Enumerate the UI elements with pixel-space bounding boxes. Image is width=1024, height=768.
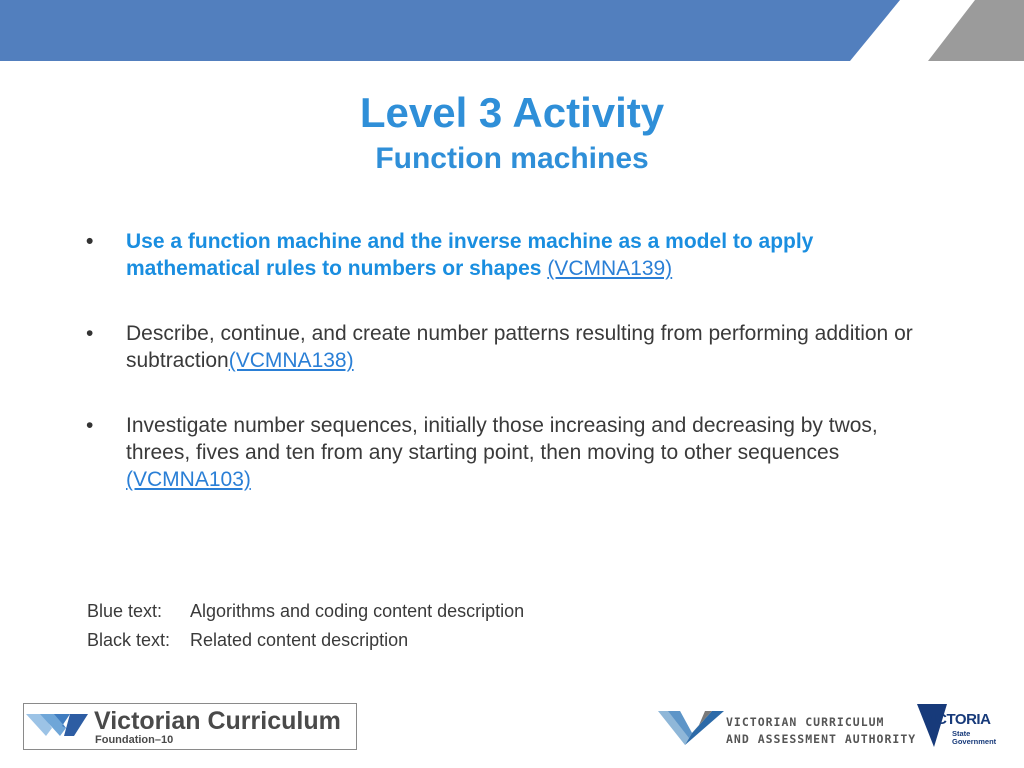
bullet-text: Use a function machine and the inverse machine as a model to apply mathematical rules to numbers or shapes [126,230,814,280]
vc-logo-title: Victorian Curriculum [94,707,341,735]
page-title: Level 3 Activity [359,89,665,136]
list-item [86,412,916,493]
legend-value: Related content description [190,630,409,650]
bullet-text: Describe, continue, and create number patterns resulting from performing addition or subtraction [126,322,913,372]
victorian-curriculum-logo [23,703,357,750]
victoria-tagline [952,730,996,746]
victoria-state-label: State [952,729,971,738]
legend [87,597,524,655]
code-link-vcmna139[interactable]: (VCMNA139) [547,257,673,280]
page-subtitle: Function machines [375,142,649,175]
vc-chevron-icon [26,710,90,740]
vcaa-mark-icon [658,703,724,747]
bullet-text: Investigate number sequences, initially those increasing and decreasing by twos, threes, fives and ten from any starting point, then moving to other sequences [126,414,878,464]
banner-grey-stripe [928,0,1024,61]
legend-row-black [87,626,524,655]
legend-key: Black text: [87,630,171,650]
legend-value: Algorithms and coding content description [190,601,525,621]
victoria-government-label: Government [952,737,997,746]
bullet-marker: • [86,322,94,345]
vcaa-logo-text [726,714,916,748]
victoria-state-government-logo [917,701,1003,749]
list-item [86,320,916,374]
content-description-list [86,228,916,493]
victoria-wordmark: VICTORIA [923,711,991,728]
banner-blue [0,0,900,61]
code-link-vcmna138[interactable]: (VCMNA138) [228,349,354,372]
top-banner [0,0,1024,61]
bullet-marker: • [86,414,94,437]
title-block [0,88,1024,178]
code-link-vcmna103[interactable]: (VCMNA103) [126,468,251,491]
legend-row-blue [87,597,524,626]
legend-key: Blue text: [87,601,163,621]
list-item [86,228,916,282]
vcaa-logo [658,703,917,748]
bullet-marker: • [86,230,94,253]
vc-logo-subtitle: Foundation–10 [95,734,174,746]
vcaa-line-2: AND ASSESSMENT AUTHORITY [726,732,917,746]
vcaa-line-1: VICTORIAN CURRICULUM [726,715,885,729]
